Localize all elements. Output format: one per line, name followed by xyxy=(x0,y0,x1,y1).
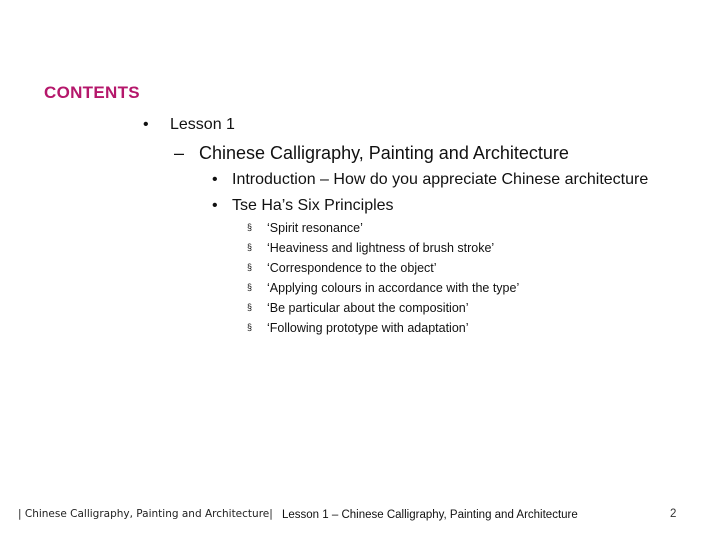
contents-heading: CONTENTS xyxy=(44,83,140,102)
principle-label: ‘Following prototype with adaptation’ xyxy=(267,321,469,335)
square-bullet-icon: § xyxy=(247,242,253,252)
square-bullet-icon: § xyxy=(247,302,253,312)
subtopic-label: Tse Ha’s Six Principles xyxy=(232,197,394,214)
bullet-icon: • xyxy=(212,197,218,214)
principle-item xyxy=(247,241,495,255)
principle-label: ‘Correspondence to the object’ xyxy=(267,261,437,275)
square-bullet-icon: § xyxy=(247,282,253,292)
principle-item xyxy=(247,281,520,295)
principle-label: ‘Be particular about the composition’ xyxy=(267,301,469,315)
topic-label: Chinese Calligraphy, Painting and Architecture xyxy=(199,143,569,163)
lesson-item xyxy=(143,116,235,134)
principle-label: ‘Heaviness and lightness of brush stroke’ xyxy=(267,241,495,255)
bullet-icon: • xyxy=(212,171,218,188)
lesson-label: Lesson 1 xyxy=(170,116,235,133)
footer-lesson-title: Lesson 1 – Chinese Calligraphy, Painting and Architecture xyxy=(282,509,578,521)
square-bullet-icon: § xyxy=(247,322,253,332)
principle-item xyxy=(247,261,437,275)
topic-item xyxy=(174,143,569,164)
principle-item xyxy=(247,321,469,335)
principle-item xyxy=(247,221,363,235)
square-bullet-icon: § xyxy=(247,222,253,232)
principle-label: ‘Applying colours in accordance with the type’ xyxy=(267,281,520,295)
page-number: 2 xyxy=(670,508,677,520)
square-bullet-icon: § xyxy=(247,262,253,272)
dash-bullet-icon: – xyxy=(174,143,185,163)
principle-item xyxy=(247,301,469,315)
footer-course-title: | Chinese Calligraphy, Painting and Architecture| xyxy=(18,508,273,520)
bullet-icon: • xyxy=(143,116,149,133)
subtopic-label: Introduction – How do you appreciate Chinese architecture xyxy=(232,171,649,188)
principle-label: ‘Spirit resonance’ xyxy=(267,221,363,235)
subtopic-item xyxy=(212,197,394,215)
subtopic-item xyxy=(212,171,649,189)
